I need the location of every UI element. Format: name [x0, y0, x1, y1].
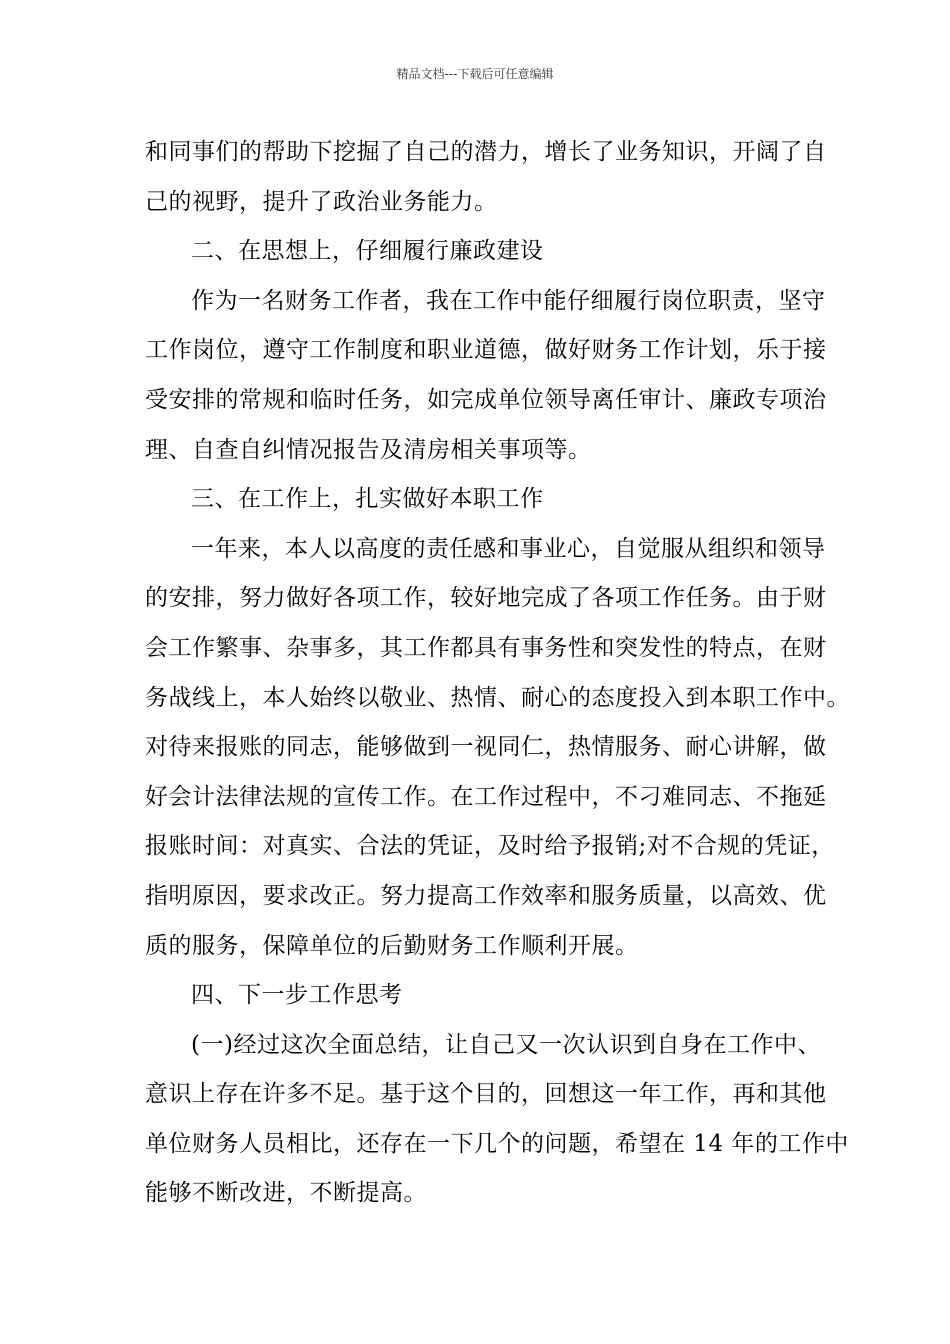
paragraph-line: 务战线上，本人始终以敬业、热情、耐心的态度投入到本职工作中。: [145, 684, 850, 711]
document-body: [145, 128, 850, 1219]
paragraph-line: 作为一名财务工作者，我在工作中能仔细履行岗位职责，坚守: [191, 287, 826, 314]
paragraph-line: 和同事们的帮助下挖掘了自己的潜力，增长了业务知识，开阔了自: [145, 139, 827, 165]
paragraph-line: 受安排的常规和临时任务，如完成单位领导离任审计、廉政专项治: [145, 386, 827, 413]
paragraph-line: 会工作繁事、杂事多，其工作都具有事务性和突发性的特点，在财: [145, 634, 827, 661]
section-heading: 三、在工作上，扎实做好本职工作: [191, 486, 544, 513]
paragraph-line: 单位财务人员相比，还存在一下几个的问题，希望在 14 年的工作中: [145, 1130, 849, 1157]
paragraph-line: 理、自查自纠情况报告及清房相关事项等。: [145, 436, 592, 463]
paragraph-line: 好会计法律法规的宣传工作。在工作过程中，不刁难同志、不拖延: [145, 783, 827, 810]
paragraph-line: 意识上存在许多不足。基于这个目的，回想这一年工作，再和其他: [145, 1081, 827, 1108]
paragraph-line: 能够不断改进，不断提高。: [145, 1180, 427, 1207]
paragraph-line: 指明原因，要求改正。努力提高工作效率和服务质量，以高效、优: [145, 882, 827, 909]
section-heading: 二、在思想上，仔细履行廉政建设: [191, 238, 544, 265]
paragraph-line: 对待来报账的同志，能够做到一视同仁，热情服务、耐心讲解，做: [145, 734, 827, 761]
section-heading: 四、下一步工作思考: [191, 982, 403, 1009]
paragraph-line: 己的视野，提升了政治业务能力。: [145, 188, 498, 215]
paragraph-line: (一)经过这次全面总结，让自己又一次认识到自身在工作中、: [191, 1031, 821, 1058]
paragraph-line: 质的服务，保障单位的后勤财务工作顺利开展。: [145, 932, 639, 959]
paragraph-line: 一年来，本人以高度的责任感和事业心，自觉服从组织和领导: [191, 535, 826, 562]
paragraph-line: 的安排，努力做好各项工作，较好地完成了各项工作任务。由于财: [145, 585, 827, 612]
paragraph-line: 报账时间：对真实、合法的凭证，及时给予报销;对不合规的凭证，: [145, 833, 835, 860]
paragraph-line: 工作岗位，遵守工作制度和职业道德，做好财务工作计划，乐于接: [145, 337, 827, 364]
page-header: 精品文档---下载后可任意编辑: [396, 67, 554, 81]
